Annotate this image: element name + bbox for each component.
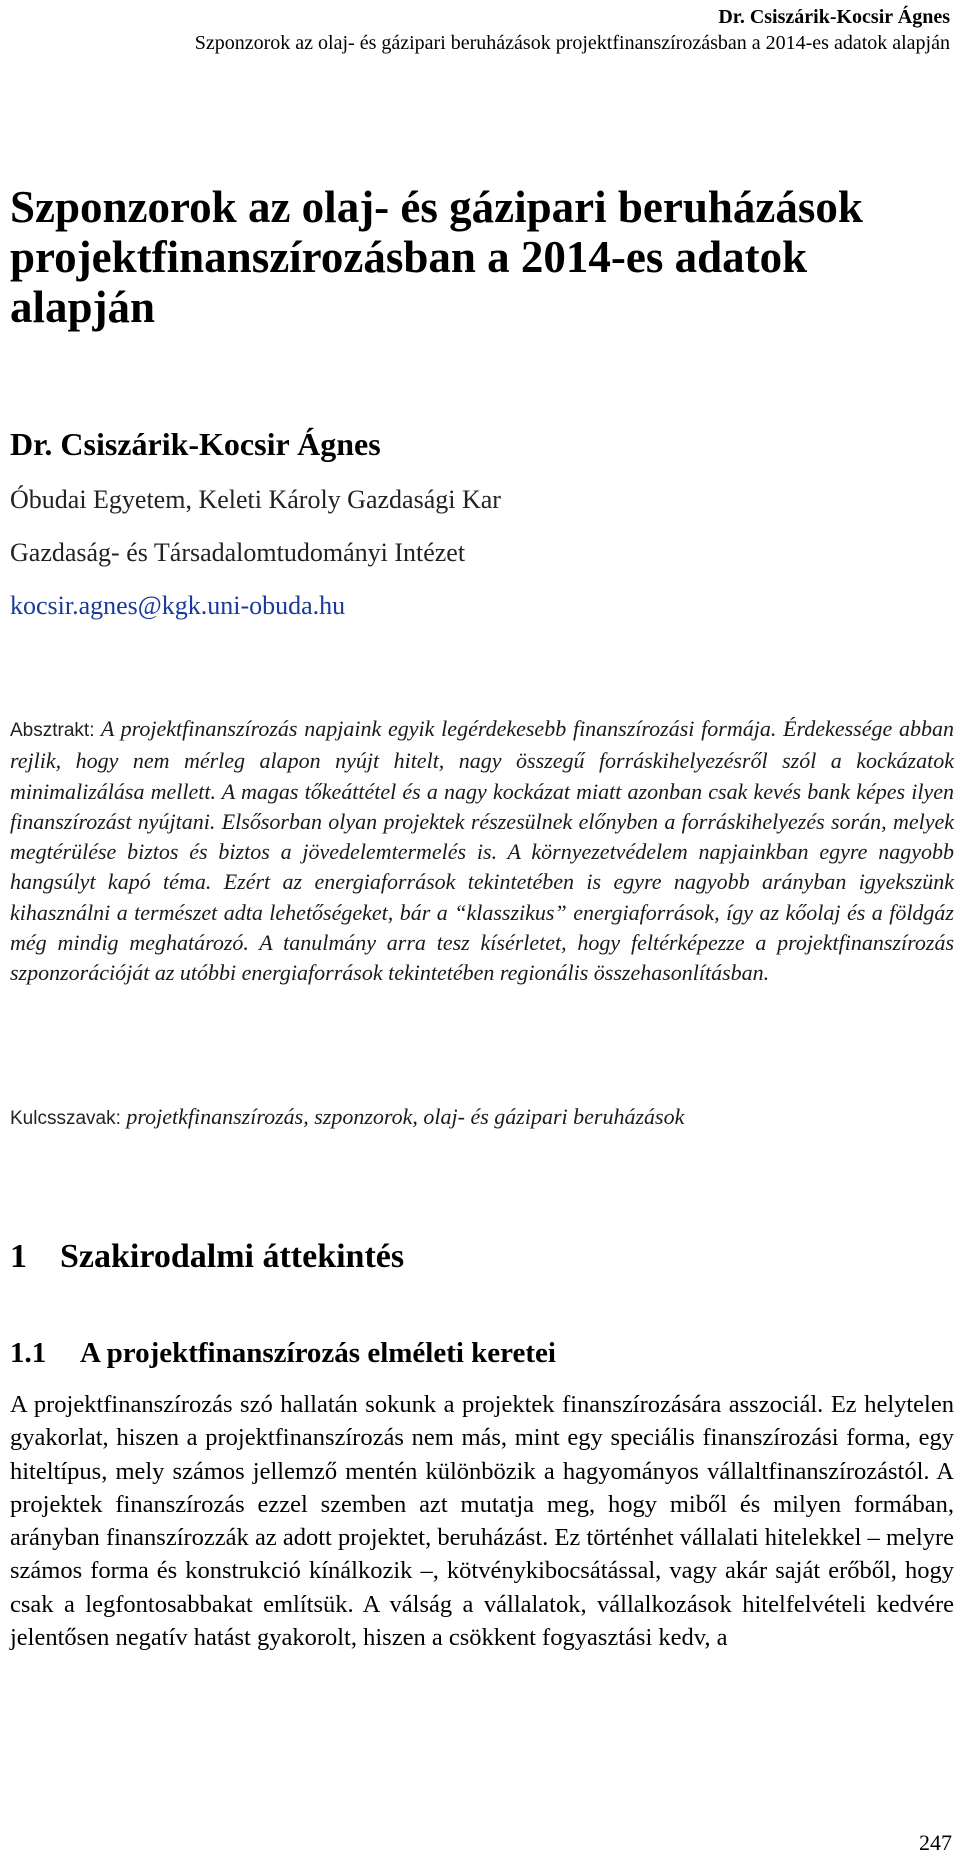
subsection-number: 1.1 — [10, 1337, 47, 1369]
author-email-link[interactable]: kocsir.agnes@kgk.uni-obuda.hu — [10, 591, 346, 620]
author-affiliation-university: Óbudai Egyetem, Keleti Károly Gazdasági Kar — [10, 485, 501, 514]
running-header — [10, 4, 950, 56]
section-number: 1 — [10, 1238, 27, 1275]
author-name: Dr. Csiszárik-Kocsir Ágnes — [10, 426, 381, 462]
keywords — [10, 1102, 954, 1134]
running-header-title: Szponzorok az olaj- és gázipari beruházások projektfinanszírozásban a 2014-es adatok alapján — [194, 32, 950, 54]
keywords-label: Kulcsszavak: — [10, 1108, 121, 1129]
abstract-label: Absztrakt: — [10, 720, 95, 741]
abstract — [10, 714, 954, 989]
author-affiliation-institute: Gazdaság- és Társadalomtudományi Intézet — [10, 538, 466, 567]
paper-title: Szponzorok az olaj- és gázipari beruházások projektfinanszírozásban a 2014-es adatok alapján — [10, 182, 863, 332]
section-heading — [10, 1236, 404, 1278]
body-paragraph: A projektfinanszírozás szó hallatán sokunk a projektek finanszírozására asszociál. Ez helytelen gyakorlat, hiszen a projektfinanszírozás nem más, mint egy speciális finanszírozási forma, egy hiteltípus, mely számos jellemző mentén különbözik a hagyományos vállaltfinanszírozástól. A projektek finanszírozás ezzel szemben azt mutatja meg, hogy miből és milyen formában, arányban finanszírozzák az adott projektet, beruházást. Ez történhet vállalati hitelekkel – melyre számos forma és konstrukció kínálkozik –, kötvénykibocsátással, vagy akár saját erőből, hogy csak a legfontosabbakat említsük. A válság a vállalatok, vállalkozások hitelfelvételi kedvére jelentősen negatív hatást gyakorolt, hiszen a csökkent fogyasztási kedv, a — [10, 1391, 954, 1652]
subsection-heading — [10, 1335, 556, 1371]
page-number: 247 — [919, 1830, 952, 1855]
abstract-text: A projektfinanszírozás napjaink egyik legérdekesebb finanszírozási formája. Érdekessége abban rejlik, hogy nem mérleg alapon nyújt hitelt, nagy összegű forráskihelyezésről szól a kockázatok minimalizálása mellett. A magas tőkeáttétel és a nagy kockázat miatt azonban csak kevés bank képes ilyen finanszírozást nyújtani. Elsősorban olyan projektek részesülnek előnyben a forráskihelyezés során, melyek megtérülése biztos és biztos a jövedelemtermelés is. A környezetvédelem napjainkban egyre nagyobb hangsúlyt kapó téma. Ezért az energiaforrások tekintetében is egyre nagyobb arányban igyekszünk kihasználni a természet adta lehetőségeket, bár a “klasszikus” energiaforrások, így az kőolaj és a földgáz még mindig meghatározó. A tanulmány arra tesz kísérletet, hogy feltérképezze a projektfinanszírozás szponzorációját az utóbbi energiaforrások tekintetében regionális összehasonlításban. — [10, 716, 954, 986]
running-header-author: Dr. Csiszárik-Kocsir Ágnes — [718, 6, 950, 28]
section-title: Szakirodalmi áttekintés — [60, 1238, 405, 1275]
keywords-text: projetkfinanszírozás, szponzorok, olaj- és gázipari beruházások — [126, 1104, 685, 1129]
subsection-title: A projektfinanszírozás elméleti keretei — [80, 1337, 556, 1369]
